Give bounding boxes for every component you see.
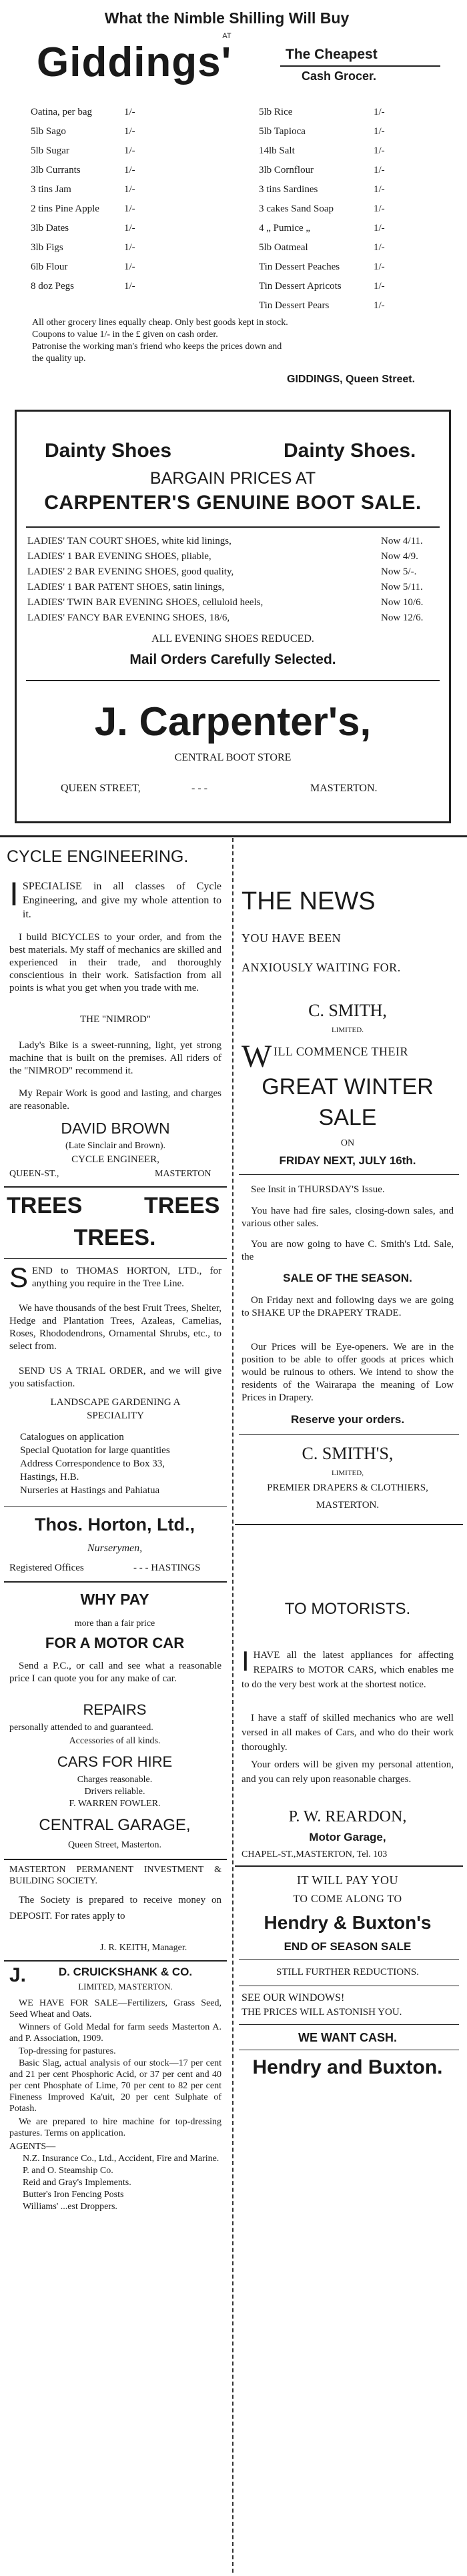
giddings-price-row-label: 3 tins Jam [31, 184, 71, 195]
giddings-price-row-price: 1/- [374, 223, 385, 234]
cruickshank-agents: AGENTS— [9, 2142, 56, 2152]
carpenter-headline: CARPENTER'S GENUINE BOOT SALE. [44, 492, 422, 514]
smith-season: SALE OF THE SEASON. [283, 1272, 412, 1284]
smith-limited: LIMITED. [332, 1026, 364, 1034]
hendry-see: SEE OUR WINDOWS! [242, 1992, 345, 2004]
hendry-name: Hendry & Buxton's [264, 1912, 432, 1933]
smith-premier: PREMIER DRAPERS & CLOTHIERS, [267, 1482, 428, 1493]
giddings-footer-line: Coupons to value 1/- in the £ given on cash order. [32, 330, 218, 340]
giddings-header: What the Nimble Shilling Will Buy [104, 9, 350, 27]
reardon-paragraph: I have a staff of skilled mechanics who are well versed in all makes of Cars, and who do their work thoroughly. [242, 1713, 454, 1753]
cruickshank-paragraph: WE HAVE FOR SALE—Fertilizers, Grass Seed, Seed Wheat and Oats. [9, 1998, 221, 2020]
cycle-name: DAVID BROWN [61, 1120, 170, 1137]
smith-paragraph: You are now going to have C. Smith's Ltd. Sale, the [242, 1239, 454, 1262]
giddings-price-row-price: 1/- [124, 126, 135, 137]
cycle-late: (Late Sinclair and Brown). [65, 1141, 166, 1151]
giddings-price-row-price: 1/- [124, 203, 135, 214]
society-title: MASTERTON PERMANENT INVESTMENT & BUILDING SOCIETY. [9, 1865, 221, 1886]
smith-will: ILL COMMENCE THEIR [274, 1045, 408, 1058]
smith-will-cap: W [242, 1039, 272, 1074]
cycle-nimrod: THE "NIMROD" [80, 1014, 151, 1025]
hendry-footer: Hendry and Buxton. [252, 2056, 443, 2078]
giddings-price-row-label: Tin Dessert Pears [259, 300, 330, 311]
smith-town: MASTERTON. [316, 1500, 380, 1511]
reardon-paragraph: Your orders will be given my personal attention, and you can rely upon reasonable charges. [242, 1759, 454, 1785]
giddings-name: Giddings' [37, 39, 232, 85]
giddings-price-row-price: 1/- [124, 223, 135, 234]
trees-paragraph: SEND US A TRIAL ORDER, and we will give you satisfaction. [9, 1366, 221, 1389]
carpenter-price-row-label: LADIES' FANCY BAR EVENING SHOES, 18/6, [27, 612, 230, 623]
cruickshank-name: D. CRUICKSHANK & CO. [58, 1966, 193, 1978]
smith-paragraph: Our Prices will be Eye-openers. We are in the position to be able to offer goods at prices which would be ruinous to others. We intend to show the residents of the Wairarapa the meaning of Low Prices in Drapery. [242, 1342, 454, 1403]
hendry-cash: WE WANT CASH. [298, 2031, 397, 2044]
giddings-price-row-label: 3 tins Sardines [259, 184, 318, 195]
smith-paragraph: On Friday next and following days we are going to SHAKE UP the DRAPERY TRADE. [242, 1295, 454, 1318]
smith-name: C. SMITH, [308, 1001, 387, 1020]
carpenter-addr-dash: - - - [191, 783, 207, 794]
giddings-price-row-price: 1/- [124, 184, 135, 195]
carpenter-advert [15, 410, 451, 823]
giddings-price-row-label: 3lb Cornflour [259, 165, 314, 175]
cruickshank-paragraph: Winners of Gold Medal for farm seeds Masterton A. and P. Association, 1909. [9, 2022, 221, 2044]
giddings-price-row-label: 4 „ Pumice „ [259, 223, 311, 234]
reardon-garage: Motor Garage, [309, 1831, 386, 1843]
carpenter-store: CENTRAL BOOT STORE [174, 752, 292, 763]
smith-the-news: THE NEWS [242, 887, 376, 915]
cruickshank-cap: J. [9, 1964, 27, 1986]
hendry-end-of-season: END OF SEASON SALE [284, 1940, 412, 1953]
giddings-price-row-label: Tin Dessert Apricots [259, 281, 342, 292]
carpenter-price-row-label: LADIES' TWIN BAR EVENING SHOES, celluloid heels, [27, 597, 264, 608]
carpenter-head-right: Dainty Shoes. [284, 440, 416, 462]
motor-more: more than a fair price [74, 1619, 155, 1629]
trees-head-left: TREES [7, 1193, 83, 1218]
trees-head-sub: TREES. [73, 1225, 156, 1250]
society-paragraph: The Society is prepared to receive money on DEPOSIT. For rates apply to [9, 1895, 221, 1921]
hendry-still: STILL FURTHER REDUCTIONS. [276, 1967, 419, 1978]
giddings-price-row-label: 3lb Dates [31, 223, 69, 234]
smith-paragraph: You have had fire sales, closing-down sales, and various other sales. [242, 1206, 454, 1229]
giddings-price-row-price: 1/- [374, 281, 385, 292]
motor-guarantee: personally attended to and guaranteed. [9, 1723, 153, 1733]
trees-offices-right: - - - HASTINGS [133, 1563, 201, 1573]
reardon-address: CHAPEL-ST.,MASTERTON, Tel. 103 [242, 1849, 388, 1859]
carpenter-mail: Mail Orders Carefully Selected. [129, 652, 336, 667]
trees-catalogue-line: Special Quotation for large quantities [20, 1445, 170, 1456]
carpenter-price-row-price: Now 4/9. [381, 551, 418, 562]
cruickshank-paragraph: We are prepared to hire machine for top-dressing pastures. Terms on application. [9, 2117, 221, 2138]
reardon-name: P. W. REARDON, [288, 1808, 407, 1825]
carpenter-name: J. Carpenter's, [94, 699, 372, 744]
giddings-price-row-price: 1/- [124, 145, 135, 156]
giddings-price-row-label: 3lb Currants [31, 165, 81, 175]
carpenter-head-left: Dainty Shoes [45, 440, 172, 462]
giddings-footer-line: Patronise the working man's friend who keeps the prices down and [32, 342, 282, 352]
giddings-price-row-price: 1/- [124, 165, 135, 175]
cruickshank-limited: LIMITED, MASTERTON. [78, 1982, 173, 1992]
giddings-price-row-label: Tin Dessert Peaches [259, 262, 340, 272]
trees-paragraph: We have thousands of the best Fruit Trees, Shelter, Hedge and Plantation Trees, Azaleas, Camelias, Roses, Rhododendrons, Ornamental Shrubs, etc., to select from. [9, 1303, 221, 1352]
motor-hire-line: Charges reasonable. [77, 1775, 153, 1785]
motor-hire-line: F. WARREN FOWLER. [69, 1799, 161, 1809]
smith-name-2: C. SMITH'S, [302, 1444, 394, 1463]
carpenter-reduced: ALL EVENING SHOES REDUCED. [151, 633, 314, 645]
trees-catalogue-line: Nurseries at Hastings and Pahiatua [20, 1485, 160, 1496]
cruickshank-agent-line: Butter's Iron Fencing Posts [23, 2190, 124, 2200]
giddings-price-row-label: 5lb Oatmeal [259, 242, 308, 253]
giddings-tagline-2: Cash Grocer. [302, 69, 377, 83]
giddings-price-row-price: 1/- [374, 300, 385, 311]
carpenter-price-row-price: Now 5/11. [381, 582, 423, 592]
cruickshank-paragraph: Top-dressing for pastures. [19, 2046, 116, 2056]
giddings-price-row-label: 8 doz Pegs [31, 281, 74, 292]
hendry-line: TO COME ALONG TO [293, 1893, 402, 1905]
giddings-price-row-price: 1/- [374, 242, 385, 253]
carpenter-addr-right: MASTERTON. [310, 783, 378, 794]
giddings-price-row-price: 1/- [124, 281, 135, 292]
cycle-paragraph: My Repair Work is good and lasting, and charges are reasonable. [9, 1088, 221, 1112]
column-divider [232, 838, 234, 2573]
giddings-price-row-label: 3 cakes Sand Soap [259, 203, 334, 214]
giddings-price-row-price: 1/- [374, 165, 385, 175]
cycle-addr-right: MASTERTON [155, 1169, 211, 1179]
giddings-price-row-label: 5lb Sago [31, 126, 66, 137]
smith-great: GREAT WINTER [262, 1074, 434, 1100]
carpenter-price-row-label: LADIES' 2 BAR EVENING SHOES, good quality, [27, 566, 234, 577]
giddings-price-row-price: 1/- [374, 145, 385, 156]
hendry-line: IT WILL PAY YOU [296, 1873, 398, 1887]
carpenter-price-row-label: LADIES' 1 BAR EVENING SHOES, pliable, [27, 551, 211, 562]
smith-reserve: Reserve your orders. [290, 1413, 405, 1426]
trees-head-right: TREES [144, 1193, 220, 1218]
smith-sale: SALE [318, 1105, 377, 1130]
smith-line: YOU HAVE BEEN [242, 931, 342, 945]
giddings-price-row-price: 1/- [374, 203, 385, 214]
carpenter-price-row-label: LADIES' TAN COURT SHOES, white kid linings, [27, 536, 231, 546]
reardon-paragraph: IHAVE all the latest appliances for affecting REPAIRS to MOTOR CARS, which enables me to do the very best work at the shortest notice. [242, 1645, 454, 1690]
trees-paragraph: SEND to THOMAS HORTON, LTD., for anything you require in the Tree Line. [9, 1262, 221, 1293]
smith-line: ANXIOUSLY WAITING FOR. [242, 961, 401, 974]
giddings-footer-line: the quality up. [32, 354, 86, 364]
cycle-role: CYCLE ENGINEER, [71, 1154, 159, 1165]
cycle-title: CYCLE ENGINEERING. [7, 847, 189, 866]
giddings-price-row-price: 1/- [124, 262, 135, 272]
cruickshank-paragraph: Basic Slag, actual analysis of our stock—17 per cent and 21 per cent Phosphoric Acid, or 37 per cent and 40 per cent Phosphate of Lime, 70 per cent to 82 per cent Fineness Improved Ka'uit, 20 per cent Sulphate of Potash. [9, 2058, 221, 2114]
smith-on: ON [340, 1138, 355, 1148]
cycle-paragraph: I build BICYCLES to your order, and from the best materials. My staff of mechanics are skilled and experienced in their trade, and thoroughly conscientious in their work. Satisfaction from all points is what you get when you trade with me. [9, 932, 221, 993]
carpenter-subhead: BARGAIN PRICES AT [149, 469, 316, 488]
carpenter-addr-left: QUEEN STREET, [61, 783, 141, 794]
motor-hire-line: Drivers reliable. [84, 1787, 145, 1797]
smith-date: FRIDAY NEXT, JULY 16th. [279, 1154, 416, 1167]
trees-catalogue-line: Address Correspondence to Box 33, [20, 1458, 165, 1469]
motor-paragraph: Send a P.C., or call and see what a reasonable price I can quote you for any make of car. [9, 1661, 221, 1684]
reardon-title: TO MOTORISTS. [284, 1600, 411, 1618]
giddings-price-row-price: 1/- [124, 107, 135, 117]
motor-accessories: Accessories of all kinds. [69, 1736, 161, 1746]
smith-limited-2: LIMITED, [332, 1469, 364, 1477]
giddings-price-row-label: 14lb Salt [259, 145, 295, 156]
trees-offices-left: Registered Offices [9, 1563, 84, 1573]
trees-landscape: SPECIALITY [87, 1410, 144, 1421]
trees-sub: Nurserymen, [87, 1543, 143, 1554]
motor-hire: CARS FOR HIRE [57, 1753, 173, 1770]
motor-garage-addr: Queen Street, Masterton. [68, 1840, 161, 1850]
giddings-price-row-price: 1/- [124, 242, 135, 253]
cruickshank-agent-line: Williams' ...est Droppers. [23, 2202, 117, 2212]
carpenter-price-row-price: Now 5/-. [381, 566, 417, 577]
giddings-price-row-label: 5lb Rice [259, 107, 293, 117]
section-rule [0, 835, 467, 837]
motor-garage: CENTRAL GARAGE, [39, 1816, 191, 1834]
trees-name: Thos. Horton, Ltd., [35, 1515, 195, 1535]
cycle-paragraph: ISPECIALISE in all classes of Cycle Engineering, and give my whole attention to it. [9, 875, 221, 920]
carpenter-price-row-price: Now 4/11. [381, 536, 423, 546]
trees-catalogue-line: Hastings, H.B. [20, 1472, 79, 1482]
carpenter-price-row-price: Now 12/6. [381, 612, 424, 623]
cruickshank-agent-line: N.Z. Insurance Co., Ltd., Accident, Fire and Marine. [23, 2154, 219, 2164]
carpenter-price-row-label: LADIES' 1 BAR PATENT SHOES, satin linings, [27, 582, 225, 592]
society-signature: J. R. KEITH, Manager. [100, 1943, 187, 1953]
giddings-price-row-price: 1/- [374, 126, 385, 137]
hendry-astonish: THE PRICES WILL ASTONISH YOU. [242, 2007, 402, 2018]
giddings-tagline-1: The Cheapest [286, 47, 378, 62]
giddings-price-row-label: 5lb Tapioca [259, 126, 306, 137]
carpenter-price-row-price: Now 10/6. [381, 597, 424, 608]
giddings-price-row-price: 1/- [374, 262, 385, 272]
giddings-price-row-label: 5lb Sugar [31, 145, 69, 156]
giddings-footer-line: All other grocery lines equally cheap. Only best goods kept in stock. [32, 318, 288, 328]
trees-landscape: LANDSCAPE GARDENING A [50, 1397, 181, 1408]
giddings-at: AT [222, 32, 231, 40]
cycle-addr-left: QUEEN-ST., [9, 1169, 59, 1179]
smith-paragraph: See Insit in THURSDAY'S Issue. [251, 1184, 385, 1195]
giddings-price-row-label: 6lb Flour [31, 262, 68, 272]
giddings-price-row-label: Oatina, per bag [31, 107, 93, 117]
cruickshank-agent-line: P. and O. Steamship Co. [23, 2166, 113, 2176]
motor-for: FOR A MOTOR CAR [45, 1635, 185, 1651]
giddings-price-row-price: 1/- [374, 107, 385, 117]
giddings-price-row-price: 1/- [374, 184, 385, 195]
motor-repairs: REPAIRS [83, 1701, 147, 1718]
motor-why: WHY PAY [80, 1591, 149, 1608]
cruickshank-agent-line: Reid and Gray's Implements. [23, 2178, 131, 2188]
giddings-price-row-label: 2 tins Pine Apple [31, 203, 99, 214]
giddings-signature: GIDDINGS, Queen Street. [287, 374, 416, 385]
giddings-price-row-label: 3lb Figs [31, 242, 63, 253]
trees-catalogue-line: Catalogues on application [20, 1432, 124, 1442]
cycle-paragraph: Lady's Bike is a sweet-running, light, yet strong machine that is built on the premises. All riders of the "NIMROD" recommend it. [9, 1040, 221, 1076]
